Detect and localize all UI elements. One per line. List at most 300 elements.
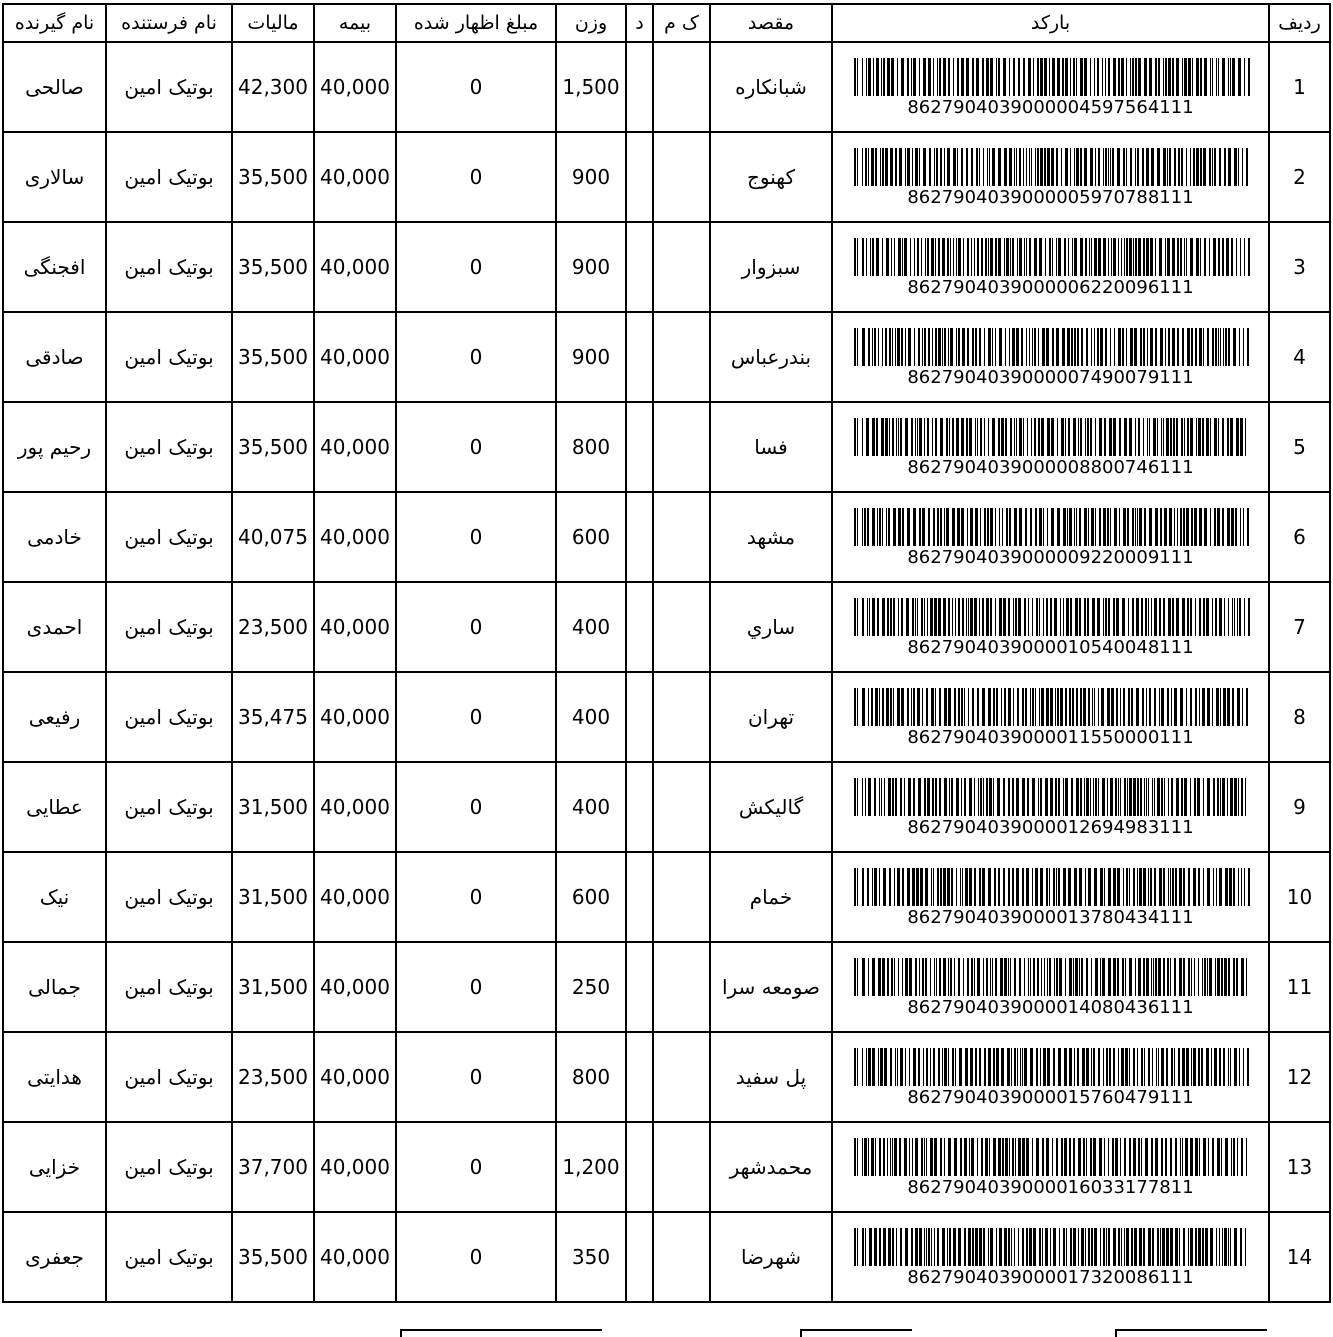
- barcode-bar: [1017, 1048, 1018, 1086]
- barcode-bar: [1203, 598, 1205, 636]
- barcode-bar: [1117, 148, 1120, 186]
- barcode-bar: [1070, 58, 1071, 96]
- barcode-bar: [1244, 58, 1245, 96]
- barcode-bar: [1129, 958, 1132, 996]
- barcode-bar: [1182, 1138, 1183, 1176]
- barcode-bar: [1013, 58, 1015, 96]
- barcode-bar: [917, 238, 919, 276]
- barcode-bar: [1176, 778, 1179, 816]
- barcode-bar: [1186, 148, 1187, 186]
- barcode-bar: [986, 598, 989, 636]
- barcode-bar: [898, 598, 899, 636]
- barcode-bar: [1160, 508, 1162, 546]
- barcode-bar: [1014, 148, 1015, 186]
- barcode-bar: [1009, 1138, 1010, 1176]
- barcode-bar: [1065, 778, 1068, 816]
- barcode-bar: [1166, 418, 1169, 456]
- barcode-bar: [1019, 238, 1022, 276]
- barcode-bar: [1100, 958, 1101, 996]
- barcode-bar: [1123, 148, 1125, 186]
- barcode-bar: [963, 238, 964, 276]
- barcode-bar: [1080, 58, 1083, 96]
- barcode-bar: [868, 1048, 871, 1086]
- barcode-bar: [879, 688, 880, 726]
- barcode-bar: [1006, 238, 1009, 276]
- barcode-bar: [857, 418, 858, 456]
- barcode-bar: [1144, 1048, 1145, 1086]
- barcode-bar: [1039, 508, 1042, 546]
- barcode-bar: [912, 148, 913, 186]
- barcode-bar: [1069, 508, 1072, 546]
- insurance-cell: 40,000: [314, 402, 396, 492]
- receiver-cell: افجنگی: [3, 222, 106, 312]
- barcode-bar: [1025, 508, 1027, 546]
- barcode-bar: [1074, 868, 1077, 906]
- barcode-bar: [1172, 598, 1174, 636]
- barcode-bar: [1219, 148, 1221, 186]
- barcode-bar: [1176, 58, 1179, 96]
- barcode-bar: [1210, 508, 1211, 546]
- barcode-bar: [1152, 1048, 1153, 1086]
- barcode-bar: [937, 1228, 939, 1266]
- barcode-bar: [979, 148, 980, 186]
- barcode-bar: [897, 688, 900, 726]
- barcode-bar: [1137, 868, 1138, 906]
- barcode-bar: [1194, 778, 1196, 816]
- tax-cell: 35,500: [232, 132, 314, 222]
- barcode-bar: [1177, 328, 1179, 366]
- barcode-bar: [1033, 58, 1034, 96]
- barcode-bar: [939, 688, 941, 726]
- barcode-bar: [1084, 508, 1087, 546]
- barcode-bar: [1193, 1048, 1196, 1086]
- barcode-bar: [926, 1138, 927, 1176]
- barcode-bar: [1059, 1228, 1060, 1266]
- weight-cell: 400: [556, 582, 626, 672]
- barcode-bar: [1129, 868, 1130, 906]
- barcode-bar: [937, 508, 939, 546]
- barcode-bar: [892, 1228, 894, 1266]
- barcode-bar: [862, 1138, 863, 1176]
- barcode-bar: [1031, 418, 1032, 456]
- barcode-bar: [948, 58, 950, 96]
- barcode-bar: [957, 148, 958, 186]
- barcode-bar: [912, 598, 914, 636]
- barcode-bar: [1207, 328, 1209, 366]
- barcode-bar: [893, 688, 894, 726]
- barcode-bar: [1129, 778, 1132, 816]
- barcode-bar: [1160, 1228, 1161, 1266]
- barcode-bar: [868, 58, 871, 96]
- d-cell: [626, 942, 653, 1032]
- barcode-bar: [1118, 778, 1119, 816]
- barcode-bar: [1000, 958, 1003, 996]
- barcode-bar: [874, 328, 876, 366]
- barcode-bar: [898, 238, 901, 276]
- sender-cell: بوتیک امین: [106, 492, 232, 582]
- sender-cell: بوتیک امین: [106, 42, 232, 132]
- barcode-bar: [1188, 58, 1191, 96]
- barcode-bar: [1183, 868, 1185, 906]
- barcode-bar: [1121, 238, 1122, 276]
- barcode-bar: [998, 58, 1000, 96]
- barcode-bar: [981, 238, 983, 276]
- table-row: [3, 1122, 1330, 1212]
- barcode-image: [852, 688, 1250, 726]
- barcode-bar: [962, 868, 963, 906]
- barcode-bar: [1199, 688, 1200, 726]
- barcode-bar: [1129, 1138, 1131, 1176]
- barcode-bar: [1128, 688, 1130, 726]
- barcode-bar: [996, 688, 998, 726]
- tax-cell: 35,500: [232, 312, 314, 402]
- tax-cell: 35,475: [232, 672, 314, 762]
- barcode-bar: [1212, 148, 1213, 186]
- receiver-cell: رحیم پور: [3, 402, 106, 492]
- barcode-bar: [932, 418, 933, 456]
- barcode-bar: [866, 1048, 867, 1086]
- barcode-bar: [1093, 778, 1094, 816]
- barcode-bar: [992, 328, 993, 366]
- insurance-cell: 40,000: [314, 1032, 396, 1122]
- barcode-bar: [1165, 1138, 1167, 1176]
- weight-cell: 800: [556, 1032, 626, 1122]
- barcode-bar: [1125, 958, 1126, 996]
- barcode-bar: [1050, 688, 1053, 726]
- barcode-bar: [889, 418, 890, 456]
- barcode-bar: [948, 1138, 951, 1176]
- barcode-bar: [1123, 868, 1124, 906]
- barcode-bar: [1100, 328, 1103, 366]
- barcode-bar: [1224, 598, 1225, 636]
- barcode-bar: [939, 958, 941, 996]
- barcode-bar: [946, 418, 948, 456]
- barcode-bar: [950, 238, 951, 276]
- barcode-bar: [947, 1228, 948, 1266]
- barcode-bar: [940, 418, 943, 456]
- barcode-bar: [1052, 1138, 1053, 1176]
- barcode-bar: [1146, 778, 1147, 816]
- sender-cell: بوتیک امین: [106, 582, 232, 672]
- barcode-bar: [1073, 1228, 1076, 1266]
- barcode-bar: [922, 688, 923, 726]
- barcode-bar: [1108, 958, 1111, 996]
- barcode-bar: [1158, 958, 1161, 996]
- barcode-bar: [1232, 58, 1235, 96]
- barcode-bar: [1222, 508, 1224, 546]
- d-cell: [626, 672, 653, 762]
- barcode-bar: [1033, 1228, 1036, 1266]
- barcode-bar: [1014, 508, 1017, 546]
- barcode-bar: [872, 958, 875, 996]
- barcode-bar: [1155, 328, 1157, 366]
- barcode-bar: [1009, 508, 1011, 546]
- barcode-bar: [996, 1048, 999, 1086]
- barcode-bar: [1025, 688, 1027, 726]
- barcode-bar: [872, 868, 873, 906]
- barcode-bar: [1114, 508, 1117, 546]
- barcode-bar: [862, 328, 865, 366]
- barcode-bar: [862, 1228, 864, 1266]
- barcode-bar: [1204, 958, 1206, 996]
- barcode-bar: [1149, 508, 1152, 546]
- barcode-bar: [1218, 328, 1219, 366]
- barcode-bar: [868, 1138, 869, 1176]
- barcode-bar: [1074, 508, 1075, 546]
- barcode-bar: [914, 328, 915, 366]
- barcode-bar: [907, 688, 909, 726]
- barcode-bar: [926, 1048, 928, 1086]
- barcode-bar: [1199, 598, 1201, 636]
- barcode-bar: [911, 1228, 913, 1266]
- d-cell: [626, 402, 653, 492]
- barcode-bar: [1143, 868, 1146, 906]
- weight-cell: 250: [556, 942, 626, 1032]
- barcode-bar: [1052, 58, 1055, 96]
- barcode-bar: [1188, 1228, 1189, 1266]
- barcode-bar: [1003, 598, 1006, 636]
- barcode-bar: [1151, 1138, 1153, 1176]
- barcode-bar: [900, 778, 902, 816]
- receiver-cell: هدایتی: [3, 1032, 106, 1122]
- tax-cell: 31,500: [232, 942, 314, 1032]
- barcode-bar: [1202, 958, 1203, 996]
- barcode-bar: [926, 1228, 927, 1266]
- barcode-bar: [880, 148, 881, 186]
- barcode-bar: [1232, 688, 1234, 726]
- barcode-bar: [1230, 1228, 1231, 1266]
- barcode-bar: [883, 58, 885, 96]
- barcode-bar: [999, 598, 1002, 636]
- barcode-bar: [1075, 958, 1078, 996]
- barcode-bar: [1026, 148, 1027, 186]
- footer-totals-strip: [0, 1329, 1333, 1337]
- barcode-bar: [948, 328, 949, 366]
- barcode-bar: [1085, 418, 1086, 456]
- barcode-bar: [1228, 58, 1229, 96]
- barcode-bar: [1043, 508, 1044, 546]
- barcode-bar: [1102, 58, 1103, 96]
- barcode-bar: [924, 778, 926, 816]
- barcode-bar: [1027, 418, 1028, 456]
- barcode-bar: [980, 418, 982, 456]
- barcode-bar: [1106, 1228, 1107, 1266]
- barcode-bar: [1142, 688, 1144, 726]
- barcode-bar: [898, 508, 901, 546]
- insurance-cell: 40,000: [314, 1122, 396, 1212]
- barcode-bar: [975, 328, 977, 366]
- barcode-bar: [1044, 958, 1045, 996]
- row-number-cell: 1: [1269, 42, 1330, 132]
- weight-cell: 400: [556, 672, 626, 762]
- barcode-number: 8627904039000005970788111: [907, 186, 1194, 208]
- barcode-bar: [1197, 778, 1200, 816]
- barcode-bar: [1216, 868, 1217, 906]
- barcode-bar: [1107, 688, 1110, 726]
- barcode-bar: [1005, 328, 1006, 366]
- barcode-bar: [1177, 508, 1178, 546]
- barcode-bar: [1166, 1048, 1168, 1086]
- barcode-bar: [862, 868, 864, 906]
- barcode-image: [852, 418, 1250, 456]
- barcode-bar: [1008, 868, 1010, 906]
- barcode-cell: [832, 762, 1269, 852]
- barcode-bar: [1069, 688, 1071, 726]
- tax-cell: 23,500: [232, 1032, 314, 1122]
- barcode-bar: [1170, 1138, 1172, 1176]
- barcode-bar: [995, 508, 996, 546]
- barcode-bar: [1240, 1228, 1242, 1266]
- barcode-bar: [995, 328, 996, 366]
- barcode-bar: [1040, 148, 1043, 186]
- barcode-bar: [1126, 58, 1127, 96]
- barcode-bar: [1234, 778, 1237, 816]
- barcode-bar: [1084, 598, 1086, 636]
- barcode-bar: [892, 1138, 893, 1176]
- row-number-cell: 8: [1269, 672, 1330, 762]
- barcode-bar: [976, 58, 979, 96]
- barcode-bar: [1224, 958, 1227, 996]
- barcode-bar: [1097, 598, 1100, 636]
- barcode-bar: [1138, 418, 1140, 456]
- barcode-bar: [963, 958, 964, 996]
- barcode-bar: [1215, 598, 1217, 636]
- barcode-bar: [1158, 58, 1160, 96]
- weight-cell: 900: [556, 222, 626, 312]
- barcode-bar: [1157, 778, 1160, 816]
- barcode-bar: [892, 418, 894, 456]
- barcode-bar: [1122, 958, 1124, 996]
- km-cell: [653, 852, 710, 942]
- barcode-bar: [1241, 958, 1244, 996]
- barcode-bar: [1163, 598, 1165, 636]
- barcode-bar: [1095, 508, 1096, 546]
- barcode-bar: [971, 1138, 974, 1176]
- barcode-bar: [1070, 1228, 1072, 1266]
- barcode-bar: [1157, 1228, 1159, 1266]
- barcode-bar: [1047, 148, 1050, 186]
- barcode-bar: [885, 418, 888, 456]
- barcode-bar: [1108, 598, 1110, 636]
- barcode-bar: [1052, 328, 1054, 366]
- barcode-bar: [1034, 328, 1036, 366]
- barcode-bar: [901, 688, 904, 726]
- d-cell: [626, 1032, 653, 1122]
- barcode-bar: [1091, 328, 1092, 366]
- barcode-bar: [870, 238, 871, 276]
- barcode-bar: [1206, 598, 1209, 636]
- barcode-bar: [998, 238, 1001, 276]
- barcode-bar: [1101, 688, 1104, 726]
- barcode-bar: [984, 328, 985, 366]
- barcode-bar: [1035, 868, 1038, 906]
- destination-cell: بندرعباس: [710, 312, 832, 402]
- barcode-bar: [1018, 58, 1020, 96]
- barcode-bar: [1123, 508, 1126, 546]
- barcode-bar: [1076, 508, 1077, 546]
- barcode-bar: [1022, 868, 1024, 906]
- barcode-bar: [924, 328, 926, 366]
- barcode-bar: [1233, 328, 1236, 366]
- barcode-bar: [964, 688, 965, 726]
- d-cell: [626, 222, 653, 312]
- barcode-bar: [893, 508, 896, 546]
- row-number-cell: 5: [1269, 402, 1330, 492]
- barcode-bar: [1016, 868, 1019, 906]
- barcode-bar: [1049, 958, 1051, 996]
- barcode-bar: [1141, 598, 1143, 636]
- declared-value-cell: 0: [396, 1032, 556, 1122]
- barcode-bar: [1022, 778, 1025, 816]
- barcode-bar: [1183, 958, 1185, 996]
- barcode-bar: [983, 148, 984, 186]
- barcode-bar: [1188, 958, 1190, 996]
- barcode-bar: [1171, 778, 1173, 816]
- barcode-bar: [1022, 688, 1024, 726]
- barcode-bar: [937, 868, 939, 906]
- barcode-bar: [1124, 1138, 1126, 1176]
- insurance-cell: 40,000: [314, 312, 396, 402]
- barcode-bar: [925, 958, 927, 996]
- barcode-bar: [1057, 58, 1060, 96]
- barcode-number: 8627904039000011550000111: [907, 726, 1194, 748]
- barcode-bar: [1227, 778, 1228, 816]
- barcode-bar: [931, 868, 932, 906]
- barcode-bar: [964, 1228, 966, 1266]
- barcode-bar: [1057, 508, 1060, 546]
- barcode-bar: [1125, 1048, 1128, 1086]
- barcode-bar: [1016, 328, 1019, 366]
- barcode-bar: [986, 58, 989, 96]
- barcode-bar: [1043, 1048, 1046, 1086]
- barcode-bar: [1148, 1048, 1150, 1086]
- barcode-bar: [1133, 778, 1136, 816]
- barcode-cell: [832, 42, 1269, 132]
- barcode-bar: [1038, 328, 1039, 366]
- barcode-bar: [1115, 778, 1117, 816]
- weight-cell: 600: [556, 492, 626, 582]
- barcode-bar: [1097, 328, 1099, 366]
- barcode-bar: [1110, 148, 1111, 186]
- barcode-bar: [993, 778, 994, 816]
- barcode-cell: [832, 582, 1269, 672]
- barcode-bar: [1010, 958, 1011, 996]
- barcode-bar: [1102, 778, 1105, 816]
- barcode-bar: [940, 868, 942, 906]
- barcode-bar: [1010, 238, 1011, 276]
- barcode-bar: [1049, 58, 1050, 96]
- km-cell: [653, 1122, 710, 1212]
- barcode-bar: [854, 958, 856, 996]
- barcode-bar: [876, 58, 879, 96]
- barcode-bar: [943, 958, 946, 996]
- barcode-bar: [886, 508, 887, 546]
- barcode-bar: [958, 958, 960, 996]
- barcode-bar: [1074, 148, 1075, 186]
- barcode-bar: [1098, 1048, 1100, 1086]
- barcode-bar: [1002, 1138, 1004, 1176]
- barcode-bar: [992, 148, 995, 186]
- barcode-bar: [931, 1228, 932, 1266]
- insurance-cell: 40,000: [314, 762, 396, 852]
- barcode-bar: [1164, 778, 1165, 816]
- barcode-bar: [1234, 1048, 1237, 1086]
- barcode-bar: [982, 868, 985, 906]
- barcode-bar: [1161, 1138, 1163, 1176]
- destination-cell: شبانکاره: [710, 42, 832, 132]
- barcode-bar: [1247, 508, 1249, 546]
- declared-value-cell: 0: [396, 852, 556, 942]
